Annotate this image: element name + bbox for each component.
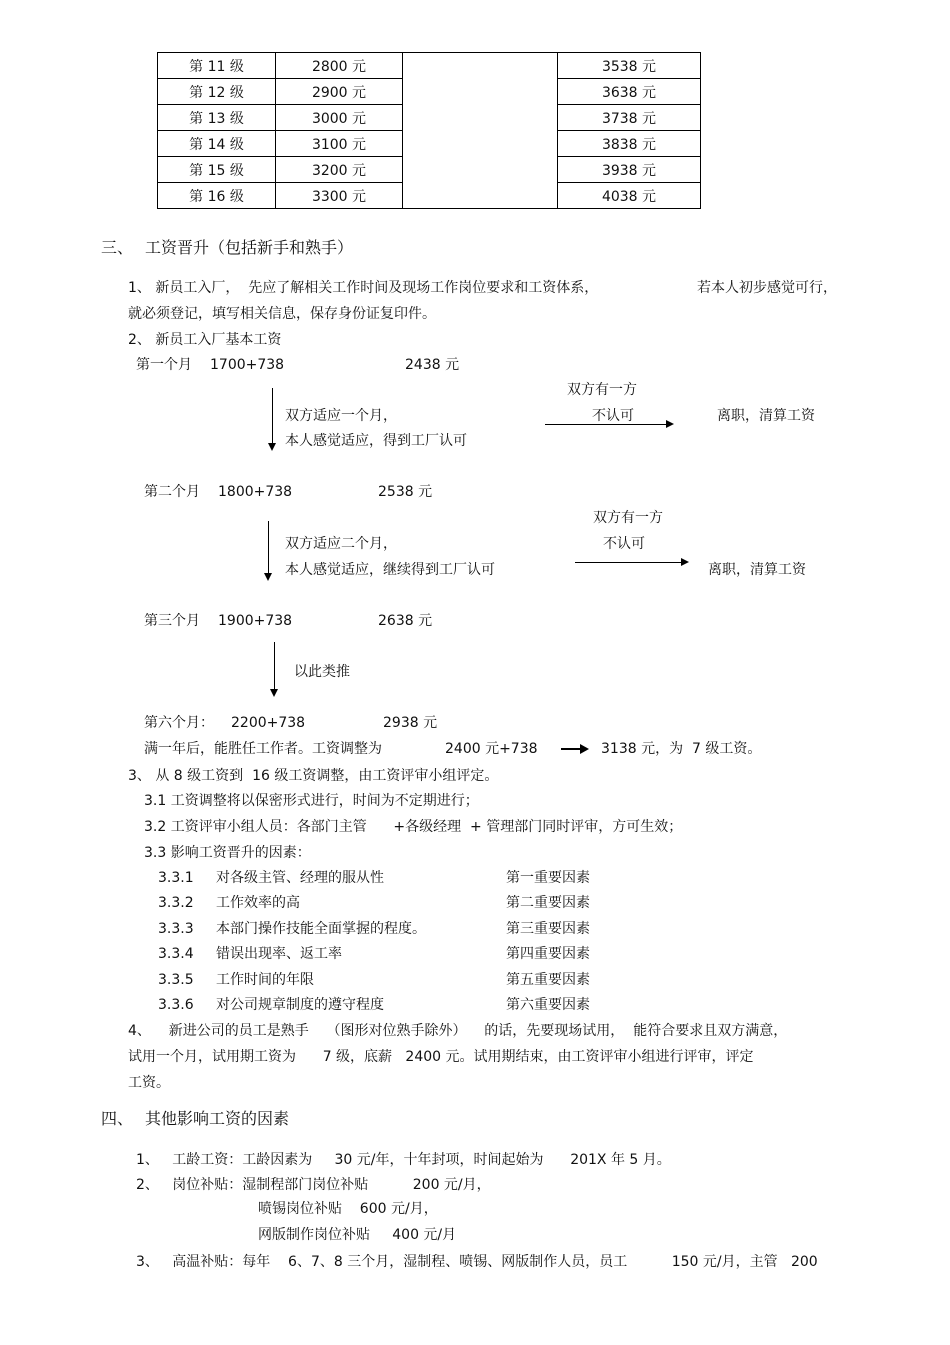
factor-number: 3.3.3 <box>158 921 194 937</box>
base-salary-cell: 3200 元 <box>276 157 403 183</box>
down-arrow-icon <box>272 388 273 444</box>
flow-1-condition-2: 本人感觉适应，得到工厂认可 <box>285 433 467 449</box>
factor-rank: 第六重要因素 <box>506 997 590 1013</box>
total-salary-cell: 3838 元 <box>558 131 701 157</box>
grade-cell: 第 16 级 <box>158 183 276 209</box>
salary-grade-table <box>157 52 701 209</box>
one-year-formula: 2400 元+738 <box>445 741 538 757</box>
base-salary-cell: 3300 元 <box>276 183 403 209</box>
item-1: 1、 工龄工资：工龄因素为 30 元/年，十年封项，时间起始为 201X 年 5 月。 <box>136 1152 671 1168</box>
factor-rank: 第三重要因素 <box>506 921 590 937</box>
section-3-title: 工资晋升（包括新手和熟手） <box>145 238 354 257</box>
item-2: 2、 岗位补贴：湿制程部门岗位补贴 200 元/月， <box>136 1177 491 1193</box>
month-6-formula: 2200+738 <box>231 715 306 731</box>
factor-text: 错误出现率、返工率 <box>216 946 342 962</box>
one-year-result: 3138 元，为 7 级工资。 <box>601 741 762 757</box>
flow-2-result: 离职，清算工资 <box>708 562 806 578</box>
month-1-formula: 1700+738 <box>210 357 285 373</box>
month-3-label: 第三个月 <box>144 613 200 629</box>
factor-text: 工作时间的年限 <box>216 972 314 988</box>
total-salary-cell: 3538 元 <box>558 53 701 79</box>
para-1-line-1: 1、 新员工入厂， 先应了解相关工作时间及现场工作岗位要求和工资体系， <box>128 280 599 296</box>
month-3-formula: 1900+738 <box>218 613 293 629</box>
factor-rank: 第五重要因素 <box>506 972 590 988</box>
down-arrow-icon <box>268 521 269 574</box>
month-1-label: 第一个月 <box>136 357 192 373</box>
total-salary-cell: 3738 元 <box>558 105 701 131</box>
item-2-line-2: 喷锡岗位补贴 600 元/月， <box>258 1201 438 1217</box>
para-4-line-1: 4、 新进公司的员工是熟手 （图形对位熟手除外） 的话，先要现场试用， 能符合要求且双方满意， <box>128 1023 788 1039</box>
section-3-number: 三、 <box>101 238 134 257</box>
merged-blank-cell <box>403 53 558 209</box>
grade-cell: 第 15 级 <box>158 157 276 183</box>
factor-number: 3.3.2 <box>158 895 194 911</box>
right-arrow-icon <box>575 562 682 563</box>
flow-2-alt-1: 双方有一方 <box>593 510 663 526</box>
month-6-total: 2938 元 <box>383 715 438 731</box>
flow-1-result: 离职，清算工资 <box>717 408 815 424</box>
table-row <box>158 53 701 79</box>
factor-text: 对公司规章制度的遵守程度 <box>216 997 384 1013</box>
factor-number: 3.3.4 <box>158 946 194 962</box>
para-1-line-2: 就必须登记，填写相关信息，保存身份证复印件。 <box>128 306 436 322</box>
month-2-total: 2538 元 <box>378 484 433 500</box>
factor-number: 3.3.5 <box>158 972 194 988</box>
total-salary-cell: 4038 元 <box>558 183 701 209</box>
para-3-3: 3.3 影响工资晋升的因素： <box>144 845 311 861</box>
para-1-line-1-end: 若本人初步感觉可行， <box>697 280 837 296</box>
section-4-number: 四、 <box>101 1109 134 1128</box>
grade-cell: 第 13 级 <box>158 105 276 131</box>
para-3-1: 3.1 工资调整将以保密形式进行，时间为不定期进行； <box>144 793 479 809</box>
para-2: 2、 新员工入厂基本工资 <box>128 332 282 348</box>
base-salary-cell: 3000 元 <box>276 105 403 131</box>
down-arrow-icon <box>274 642 275 690</box>
right-arrow-icon <box>561 748 581 750</box>
flow-1-alt-1: 双方有一方 <box>567 382 637 398</box>
section-4-title: 其他影响工资的因素 <box>145 1109 290 1128</box>
month-1-total: 2438 元 <box>405 357 460 373</box>
factor-number: 3.3.1 <box>158 870 194 886</box>
flow-2-condition-2: 本人感觉适应，继续得到工厂认可 <box>285 562 495 578</box>
flow-2-alt-2: 不认可 <box>603 536 645 552</box>
one-year-text: 满一年后，能胜任工作者。工资调整为 <box>144 741 382 757</box>
para-4-line-3: 工资。 <box>128 1075 170 1091</box>
month-6-label: 第六个月： <box>144 715 214 731</box>
factor-number: 3.3.6 <box>158 997 194 1013</box>
factor-rank: 第四重要因素 <box>506 946 590 962</box>
factor-text: 对各级主管、经理的服从性 <box>216 870 384 886</box>
para-3: 3、 从 8 级工资到 16 级工资调整，由工资评审小组评定。 <box>128 768 499 784</box>
grade-cell: 第 11 级 <box>158 53 276 79</box>
item-3: 3、 高温补贴：每年 6、7、8 三个月，湿制程、喷锡、网版制作人员，员工 150 元/月，主管 200 <box>136 1254 818 1270</box>
base-salary-cell: 2900 元 <box>276 79 403 105</box>
factor-rank: 第一重要因素 <box>506 870 590 886</box>
base-salary-cell: 2800 元 <box>276 53 403 79</box>
month-2-label: 第二个月 <box>144 484 200 500</box>
factor-rank: 第二重要因素 <box>506 895 590 911</box>
flow-2-condition-1: 双方适应二个月， <box>285 536 397 552</box>
para-4-line-2: 试用一个月，试用期工资为 7 级，底薪 2400 元。试用期结束，由工资评审小组进行评审，评定 <box>128 1049 754 1065</box>
grade-cell: 第 12 级 <box>158 79 276 105</box>
factor-text: 本部门操作技能全面掌握的程度。 <box>216 921 426 937</box>
flow-1-alt-2: 不认可 <box>592 408 634 424</box>
item-2-line-3: 网版制作岗位补贴 400 元/月 <box>258 1227 457 1243</box>
right-arrow-icon <box>545 424 667 425</box>
para-3-2: 3.2 工资评审小组人员：各部门主管 +各级经理 + 管理部门同时评审，方可生效； <box>144 819 683 835</box>
flow-1-condition-1: 双方适应一个月， <box>285 408 397 424</box>
flow-3-note: 以此类推 <box>294 664 350 680</box>
factor-text: 工作效率的高 <box>216 895 300 911</box>
total-salary-cell: 3938 元 <box>558 157 701 183</box>
month-2-formula: 1800+738 <box>218 484 293 500</box>
total-salary-cell: 3638 元 <box>558 79 701 105</box>
month-3-total: 2638 元 <box>378 613 433 629</box>
grade-cell: 第 14 级 <box>158 131 276 157</box>
base-salary-cell: 3100 元 <box>276 131 403 157</box>
